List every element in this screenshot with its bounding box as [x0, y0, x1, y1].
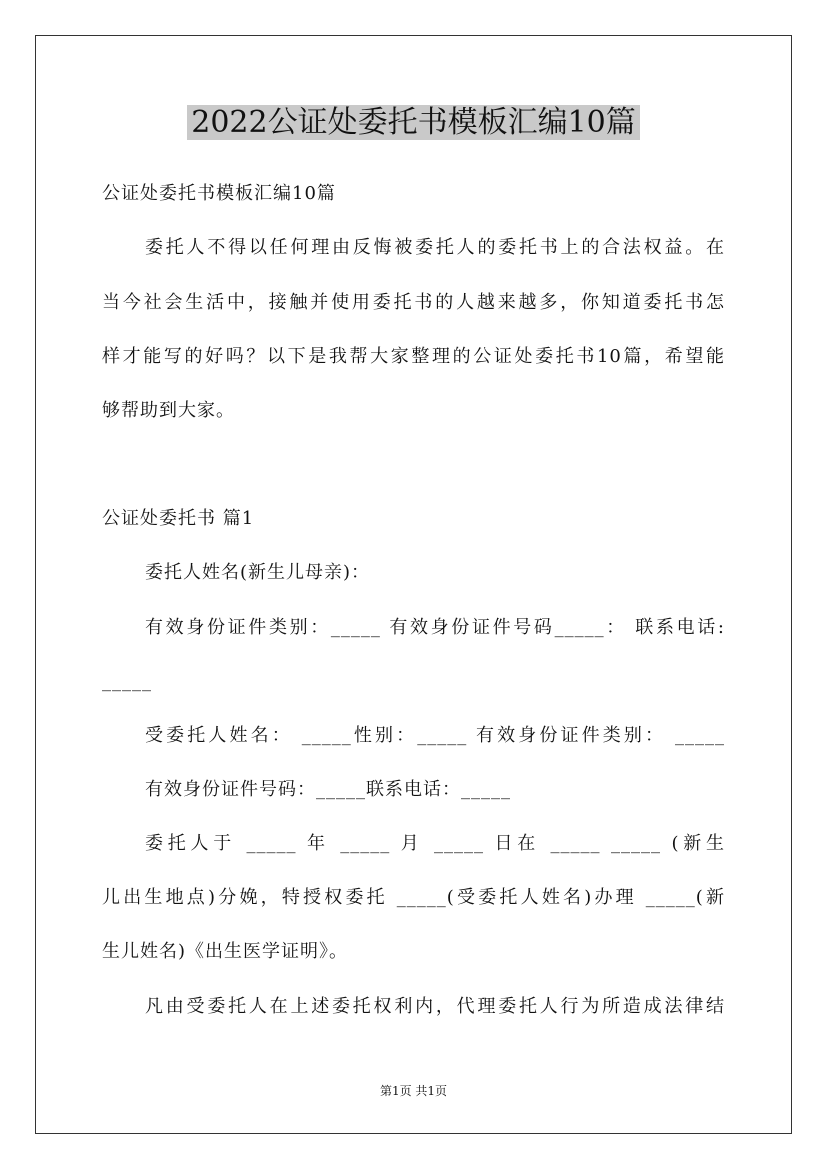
liability-line: 凡由受委托人在上述委托权利内，代理委托人行为所造成法律结: [145, 996, 725, 1017]
intro-line-3: 样才能写的好吗？以下是我帮大家整理的公证处委托书10篇，希望能: [102, 346, 725, 367]
certificate-line: 生儿姓名)《出生医学证明》。: [102, 941, 349, 962]
document-title: 2022公证处委托书模板汇编10篇: [0, 100, 827, 146]
agent-name-line: 受委托人姓名： _____性别：_____ 有效身份证件类别： _____: [145, 725, 725, 746]
subtitle: 公证处委托书模板汇编10篇: [102, 183, 336, 204]
delivery-date-line: 委托人于 _____ 年 _____ 月 _____ 日在 _____ _____ (新生: [145, 833, 725, 854]
intro-line-4: 够帮助到大家。: [102, 400, 235, 421]
authorization-line: 儿出生地点)分娩，特授权委托 _____(受委托人姓名)办理 _____(新: [102, 887, 725, 908]
principal-name-line: 委托人姓名(新生儿母亲)：: [145, 562, 371, 583]
intro-line-2: 当今社会生活中，接触并使用委托书的人越来越多，你知道委托书怎: [102, 292, 725, 313]
id-type-line: 有效身份证件类别：_____ 有效身份证件号码_____： 联系电话:: [145, 617, 725, 638]
section-heading: 公证处委托书 篇1: [102, 508, 255, 529]
agent-id-line: 有效身份证件号码：_____联系电话：_____: [145, 779, 511, 800]
phone-blank-line: _____: [102, 671, 152, 692]
intro-line-1: 委托人不得以任何理由反悔被委托人的委托书上的合法权益。在: [145, 237, 725, 258]
page-number: 第1页 共1页: [379, 1084, 448, 1098]
